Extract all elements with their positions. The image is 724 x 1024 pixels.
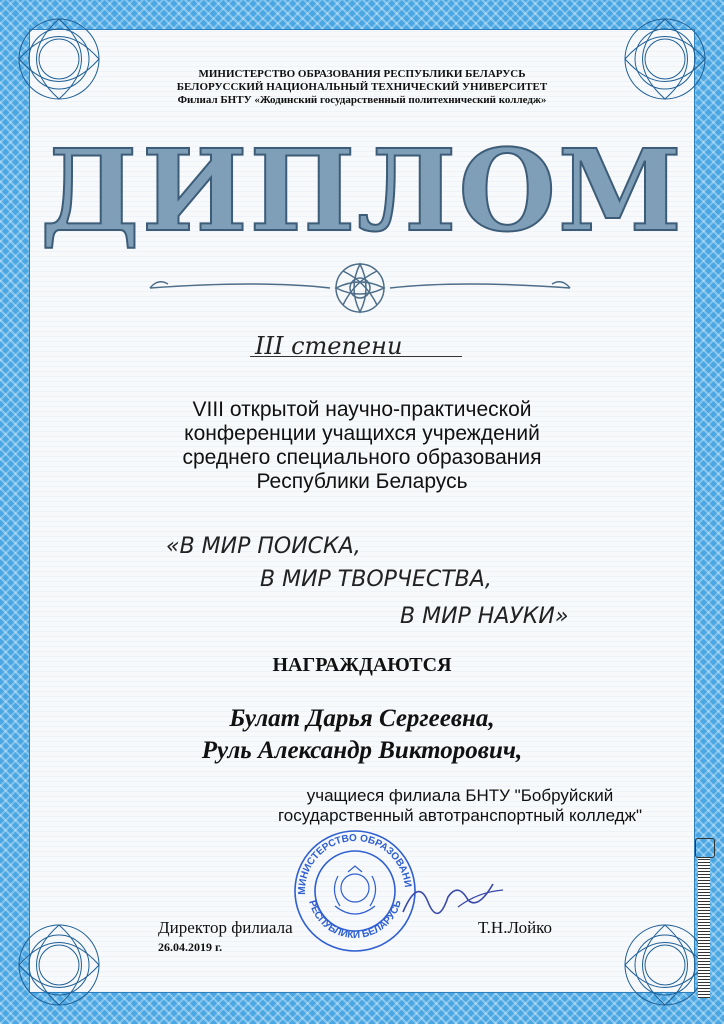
motto-line: «В МИР ПОИСКА, <box>166 534 361 559</box>
branch-line: Филиал БНТУ «Жодинский государственный политехнический колледж» <box>177 94 547 106</box>
barcode <box>698 858 710 998</box>
conference-line: конференции учащихся учреждений <box>184 422 540 445</box>
awarded-label: НАГРАЖДАЮТСЯ <box>272 654 452 676</box>
issue-date: 26.04.2019 г. <box>158 940 223 954</box>
conference-line: Республики Беларусь <box>256 470 468 493</box>
issuer-header <box>0 68 724 107</box>
motto-line: В МИР НАУКИ» <box>400 604 569 629</box>
signer-name: Т.Н.Лойко <box>478 918 553 937</box>
corner-ornament <box>4 910 114 1020</box>
motto-line: В МИР ТВОРЧЕСТВА, <box>260 567 492 592</box>
ministry-line: МИНИСТЕРСТВО ОБРАЗОВАНИЯ РЕСПУБЛИКИ БЕЛАРУСЬ <box>198 68 526 80</box>
recipient-name: Руль Александр Викторович, <box>201 737 523 764</box>
svg-text:МИНИСТЕРСТВО ОБРАЗОВАНИЯ: МИНИСТЕРСТВО ОБРАЗОВАНИ <box>296 832 413 895</box>
degree-handwritten: III степени <box>255 332 403 360</box>
printer-logo-icon <box>695 838 715 858</box>
flower-ornament-divider <box>140 258 580 318</box>
recipients <box>0 703 724 767</box>
degree-underline <box>250 356 462 357</box>
svg-text:РЕСПУБЛИКИ БЕЛАРУСЬ: РЕСПУБЛИКИ БЕЛАРУСЬ <box>306 898 404 942</box>
conference-text <box>0 398 724 494</box>
conference-line: VIII открытой научно-практической <box>192 398 532 421</box>
diploma-title: ДИПЛОМ <box>40 126 684 257</box>
handwritten-signature <box>398 872 508 922</box>
director-position: Директор филиала <box>158 918 293 937</box>
conference-line: среднего специального образования <box>182 446 542 469</box>
students-affiliation: учащиеся филиала БНТУ "Бобруйский государственный автотранспортный колледж" <box>277 786 643 825</box>
recipient-name: Булат Дарья Сергеевна, <box>229 705 495 732</box>
university-line: БЕЛОРУССКИЙ НАЦИОНАЛЬНЫЙ ТЕХНИЧЕСКИЙ УНИВЕРСИТЕТ <box>176 81 548 93</box>
